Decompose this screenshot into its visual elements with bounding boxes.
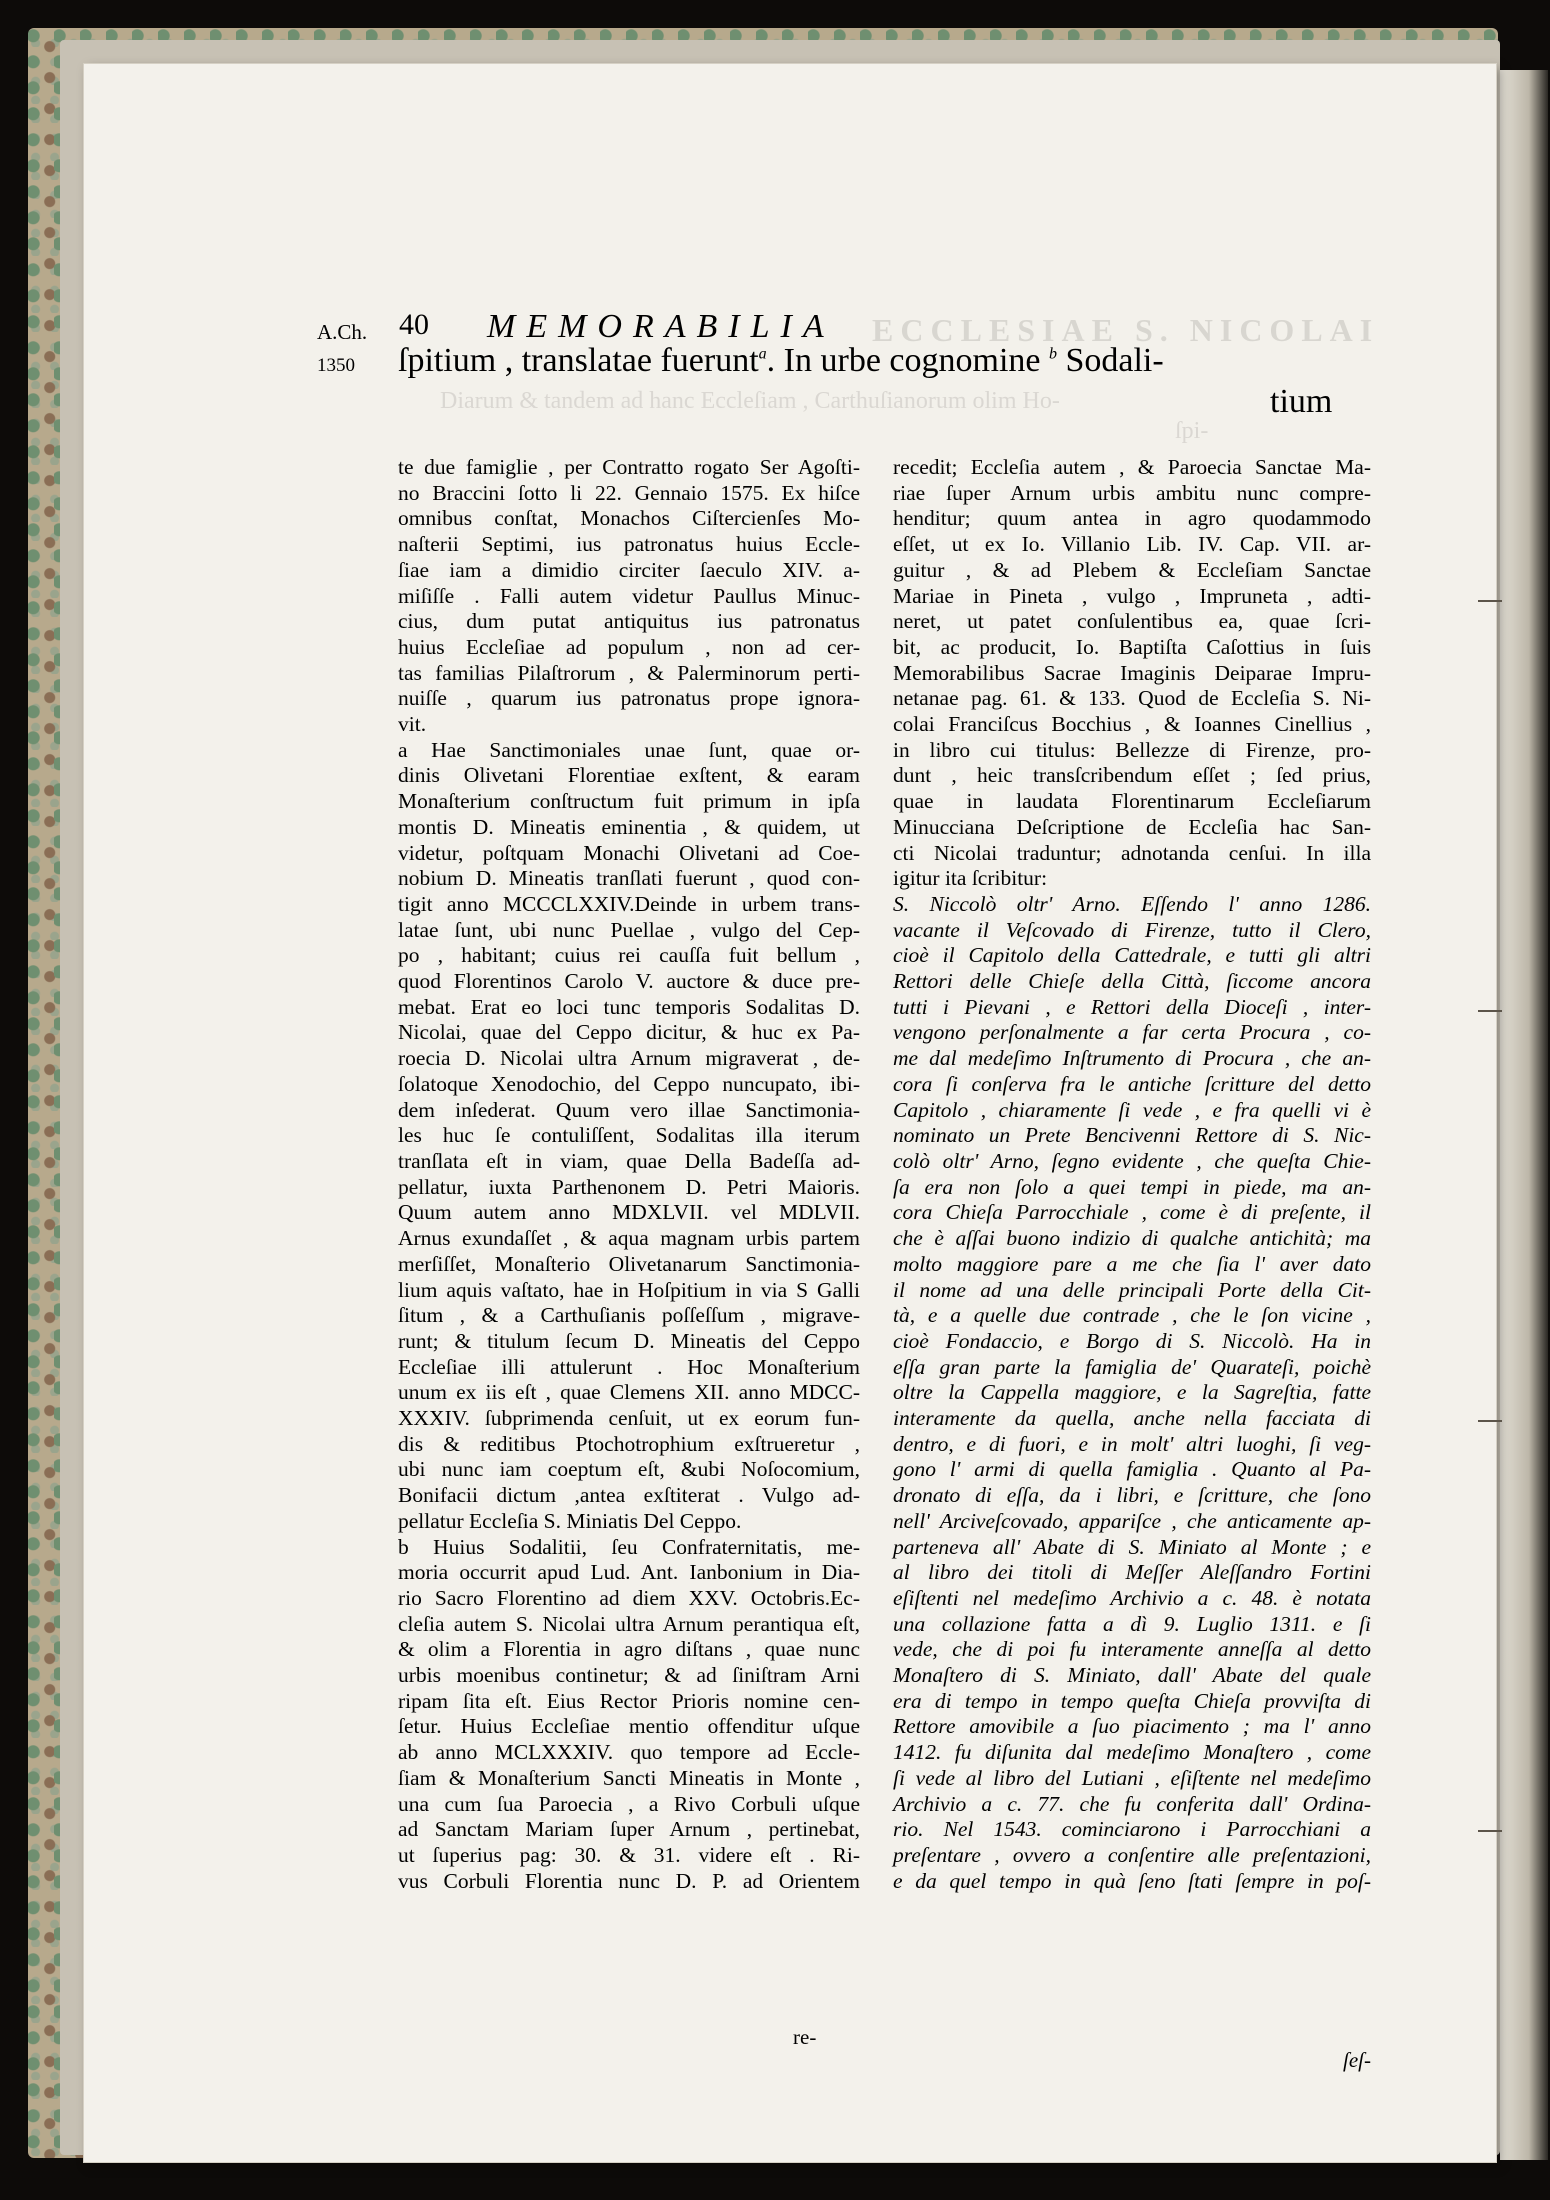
text-line: vus Corbuli Florentia nunc D. P. ad Orientem	[398, 1868, 860, 1893]
text-line: vengono perſonalmente a far certa Procura , co-	[893, 1020, 1371, 1045]
text-line: era di tempo in tempo queſta Chieſa provviſta di	[893, 1688, 1371, 1713]
text-line: tas familias Pilaſtrorum , & Palerminorum perti-	[398, 660, 860, 685]
text-line: una collazione fatta a dì 9. Luglio 1311. e ſi	[893, 1611, 1371, 1636]
text-line: Nicolai, quae del Ceppo dicitur, & huc ex Pa-	[398, 1020, 860, 1045]
text-line: Bonifacii dictum ,antea exſtiterat . Vulgo ad-	[398, 1483, 860, 1508]
text-line: guitur , & ad Plebem & Eccleſiam Sanctae	[893, 557, 1371, 582]
text-line: moria occurrit apud Lud. Ant. Ianbonium in Dia-	[398, 1560, 860, 1585]
text-line: rio Sacro Florentino ad diem XXV. Octobris.Ec-	[398, 1585, 860, 1610]
text-line: pellatur Eccleſia S. Miniatis Del Ceppo.	[398, 1508, 742, 1533]
text-line: a Hae Sanctimoniales unae ſunt, quae or-	[398, 737, 860, 762]
text-line: oltre la Cappella maggiore, e la Sagreſtia, fatte	[893, 1380, 1371, 1405]
text-line: cora ſi conſerva fra le antiche ſcritture del detto	[893, 1071, 1371, 1096]
text-line: tà, e a quelle due contrade , che le ſon vicine ,	[893, 1303, 1371, 1328]
text-line: unum ex iis eſt , quae Clemens XII. anno MDCC-	[398, 1380, 860, 1405]
text-line: tutti i Pievani , e Rettori della Dioceſi , inter-	[893, 994, 1371, 1019]
text-line: ſa era non ſolo a quei tempi in piede, ma an-	[893, 1174, 1371, 1199]
text-line: latae ſunt, ubi nunc Puellae , vulgo del Cep-	[398, 917, 860, 942]
text-line: cioè Fondaccio, e Borgo di S. Niccolò. Ha in	[893, 1328, 1371, 1353]
text-line: XXXIV. ſubprimenda cenſuit, ut ex eorum fun-	[398, 1406, 860, 1431]
left-catchword: re-	[793, 2025, 817, 2049]
show-through-title: ECCLESIAE S. NICOLAI	[872, 312, 1380, 348]
text-line: dinis Olivetani Florentiae exſtent, & earam	[398, 763, 860, 788]
continuation-line	[398, 342, 1164, 380]
text-line: in libro cui titulus: Bellezze di Firenze, pro-	[893, 737, 1371, 762]
right-catchword: ſeſ-	[1343, 2048, 1371, 2072]
text-line: Minucciana Deſcriptione de Eccleſia hac San-	[893, 814, 1371, 839]
text-line: recedit; Eccleſia autem , & Paroecia Sanctae Ma-	[893, 455, 1371, 479]
text-line: ſolatoque Xenodochio, del Ceppo nuncupato, ibi-	[398, 1071, 860, 1096]
text-line: 1412. fu diſunita dal medeſimo Monaſtero , come	[893, 1740, 1371, 1765]
text-line: eſſa gran parte la famiglia de' Quarateſi, poichè	[893, 1354, 1371, 1379]
text-line: ſetur. Huius Eccleſiae mentio offenditur uſque	[398, 1714, 860, 1739]
text-line: po , habitant; cuius rei cauſſa fuit bellum ,	[398, 943, 860, 968]
text-line: ſi vede al libro del Lutiani , eſiſtente nel medeſimo	[893, 1765, 1371, 1790]
text-line: dem inſederat. Quum vero illae Sanctimonia-	[398, 1097, 860, 1122]
text-line: rio. Nel 1543. cominciarono i Parrocchiani a	[893, 1817, 1371, 1842]
text-line: & olim a Florentia in agro diſtans , quae nunc	[398, 1637, 860, 1662]
text-line: ſiae iam a dimidio circiter ſaeculo XIV. a-	[398, 557, 860, 582]
page-number: 40	[399, 308, 429, 341]
text-line: videtur, poſtquam Monachi Olivetani ad Coe-	[398, 840, 860, 865]
text-line: gono l' armi di quella famiglia . Quanto al Pa-	[893, 1457, 1371, 1482]
text-line: colò oltr' Arno, ſegno evidente , che queſta Chie-	[893, 1148, 1371, 1173]
text-line: me dal medeſimo Inſtrumento di Procura , che an-	[893, 1046, 1371, 1071]
text-line: nuiſſe , quarum ius patronatus prope ignora-	[398, 686, 860, 711]
text-line: vede, che di poi fu interamente anneſſa al detto	[893, 1637, 1371, 1662]
text-line: cioè il Capitolo della Cattedrale, e tutti gli altri	[893, 943, 1371, 968]
text-line: Mariae in Pineta , vulgo , Impruneta , adti-	[893, 583, 1371, 608]
text-line: Monaſterium conſtructum fuit primum in ipſa	[398, 789, 860, 814]
binding-stitch	[1478, 1010, 1502, 1012]
text-line: cti Nicolai traduntur; adnotanda cenſui. In illa	[893, 840, 1371, 865]
text-line: omnibus conſtat, Monachos Ciſtercienſes Mo-	[398, 506, 860, 531]
text-line: ut ſuperius pag: 30. & 31. videre eſt . Ri-	[398, 1842, 860, 1867]
note-marker-a: a	[758, 345, 767, 363]
binding-stitch	[1478, 1420, 1502, 1422]
text-line: te due famiglie , per Contratto rogato Ser Agoſti-	[398, 455, 860, 479]
sodali-text: Sodali-	[1065, 342, 1164, 379]
text-line: Rettori delle Chieſe della Città, ſiccome ancora	[893, 969, 1371, 994]
show-through-line: ſpi-	[1175, 418, 1209, 444]
running-title: MEMORABILIA	[487, 308, 835, 345]
text-line: cora Chieſa Parrocchiale , come è di preſente, il	[893, 1200, 1371, 1225]
text-line: colai Franciſcus Bocchius , & Ioannes Cinellius ,	[893, 712, 1371, 737]
text-line: Archivio a c. 77. che fu conferita dall' Ordina-	[893, 1791, 1371, 1816]
text-line: urbis moenibus continetur; & ad ſiniſtram Arni	[398, 1663, 860, 1688]
text-line: quae in laudata Florentinarum Eccleſiarum	[893, 789, 1371, 814]
text-line: dentro, e di fuori, e in molt' altri luoghi, ſi veg-	[893, 1431, 1371, 1456]
text-line: interamente da quella, anche nella facciata di	[893, 1406, 1371, 1431]
text-line: parteneva all' Abate di S. Miniato al Monte ; e	[893, 1534, 1371, 1559]
text-line: igitur ita ſcribitur:	[893, 866, 1048, 891]
text-line: tranſlata eſt in viam, quae Della Badeſſa ad-	[398, 1148, 860, 1173]
text-line: netanae pag. 61. & 133. Quod de Eccleſia S. Ni-	[893, 686, 1371, 711]
text-line: Arnus exundaſſet , & aqua magnam urbis partem	[398, 1226, 860, 1251]
continuation-text-b: . In urbe cognomine	[766, 342, 1041, 379]
text-line: vit.	[398, 712, 427, 737]
text-line: Rettore amovibile a ſuo piacimento ; ma l' anno	[893, 1714, 1371, 1739]
text-line: ab anno MCLXXXIV. quo tempore ad Eccle-	[398, 1740, 860, 1765]
text-line: preſentare , ovvero a conſentire alle preſentazioni,	[893, 1842, 1371, 1867]
text-line: no Braccini ſotto li 22. Gennaio 1575. Ex hiſce	[398, 480, 860, 505]
text-line: bit, ac producit, Io. Baptiſta Caſottius in ſuis	[893, 634, 1371, 659]
text-line: e da quel tempo in quà ſeno ſtati ſempre in poſ-	[893, 1868, 1371, 1893]
text-line: S. Niccolò oltr' Arno. Eſſendo l' anno 1286.	[893, 891, 1371, 916]
text-line: runt; & titulum ſecum D. Mineatis del Ceppo	[398, 1328, 860, 1353]
text-line: quod Florentinos Carolo V. auctore & duce pre-	[398, 969, 860, 994]
text-line: Capitolo , chiaramente ſi vede , e fra quelli vi è	[893, 1097, 1371, 1122]
text-line: ſiam & Monaſterium Sancti Mineatis in Monte ,	[398, 1765, 860, 1790]
text-line: cius, dum putat antiquitus ius patronatus	[398, 609, 860, 634]
text-line: eſſet, ut ex Io. Villanio Lib. IV. Cap. VII. ar-	[893, 532, 1371, 557]
continuation-text: ſpitium , translatae fuerunt	[398, 342, 759, 379]
text-line: merſiſſet, Monaſterio Olivetanarum Sanctimonia-	[398, 1251, 860, 1276]
text-line: dronato di eſſa, da i libri, e ſcritture, che ſono	[893, 1483, 1371, 1508]
text-line: cleſia autem S. Nicolai ultra Arnum perantiqua eſt,	[398, 1611, 860, 1636]
text-line: nell' Arciveſcovado, appariſce , che anticamente ap-	[893, 1508, 1371, 1533]
binding-stitch	[1478, 600, 1502, 602]
text-line: naſterii Septimi, ius patronatus huius Eccle-	[398, 532, 860, 557]
text-line: ubi nunc iam coeptum eſt, &ubi Noſocomium,	[398, 1457, 860, 1482]
text-line: Monaſtero di S. Miniato, dall' Abate del quale	[893, 1663, 1371, 1688]
text-line: una cum ſua Paroecia , a Rivo Corbuli uſque	[398, 1791, 860, 1816]
text-line: tigit anno MCCCLXXIV.Deinde in urbem trans-	[398, 891, 860, 916]
year-margin-note: 1350	[317, 355, 355, 376]
text-line: riae ſuper Arnum urbis ambitu nunc compre-	[893, 480, 1371, 505]
text-line: Quum autem anno MDXLVII. vel MDLVII.	[398, 1200, 860, 1225]
text-line: nominato un Prete Bencivenni Rettore di S. Nic-	[893, 1123, 1371, 1148]
binding-stitch	[1478, 1830, 1502, 1832]
text-line: al libro dei titoli di Meſſer Aleſſandro Fortini	[893, 1560, 1371, 1585]
text-line: pellatur, iuxta Parthenonem D. Petri Maioris.	[398, 1174, 860, 1199]
text-line: roecia D. Nicolai ultra Arnum migraverat , de-	[398, 1046, 860, 1071]
show-through-line: Diarum & tandem ad hanc Eccleſiam , Carthuſianorum olim Ho-	[440, 388, 1060, 414]
text-line: henditur; quum antea in agro quodammodo	[893, 506, 1371, 531]
text-line: dunt , heic transſcribendum eſſet ; ſed prius,	[893, 763, 1371, 788]
text-line: huius Eccleſiae ad populum , non ad cer-	[398, 634, 860, 659]
text-line: miſiſſe . Falli autem videtur Paullus Minuc-	[398, 583, 860, 608]
note-marker-b: b	[1048, 345, 1057, 363]
text-line: il nome ad una delle principali Porte della Cit-	[893, 1277, 1371, 1302]
text-line: eſiſtenti nel medeſimo Archivio a c. 48. è notata	[893, 1585, 1371, 1610]
text-line: les huc ſe contuliſſent, Sodalitas illa iterum	[398, 1123, 860, 1148]
text-line: Memorabilibus Sacrae Imaginis Deiparae Impru-	[893, 660, 1371, 685]
text-line: ripam ſita eſt. Eius Rector Prioris nomine cen-	[398, 1688, 860, 1713]
text-line: ſitum , & a Carthuſianis poſſeſſum , migrave-	[398, 1303, 860, 1328]
text-line: lium aquis vaſtato, hae in Hoſpitium in via S Galli	[398, 1277, 860, 1302]
left-column-notes	[398, 455, 860, 1894]
text-line: nobium D. Mineatis tranſlati fuerunt , quod con-	[398, 866, 860, 891]
text-line: dis & reditibus Ptochotrophium exſtrueretur ,	[398, 1431, 860, 1456]
tium-text: tium	[1270, 383, 1333, 420]
text-line: mebat. Erat eo loci tunc temporis Sodalitas D.	[398, 994, 860, 1019]
text-line: b Huius Sodalitii, ſeu Confraternitatis, me-	[398, 1534, 860, 1559]
text-line: neret, ut patet conſulentibus ea, quae ſcri-	[893, 609, 1371, 634]
text-line: Eccleſiae illi attulerunt . Hoc Monaſterium	[398, 1354, 860, 1379]
year-label: A.Ch.	[317, 320, 368, 344]
text-line: ad Sanctam Mariam ſuper Arnum , pertinebat,	[398, 1817, 860, 1842]
text-line: vacante il Veſcovado di Firenze, tutto il Clero,	[893, 917, 1371, 942]
page-stack-edge	[1500, 70, 1548, 2160]
text-line: molto maggiore pare a me che ſia l' aver dato	[893, 1251, 1371, 1276]
text-line: che è aſſai buono indizio di qualche antichità; ma	[893, 1226, 1371, 1251]
text-line: montis D. Mineatis eminentia , & quidem, ut	[398, 814, 860, 839]
right-column-notes	[893, 455, 1371, 1894]
